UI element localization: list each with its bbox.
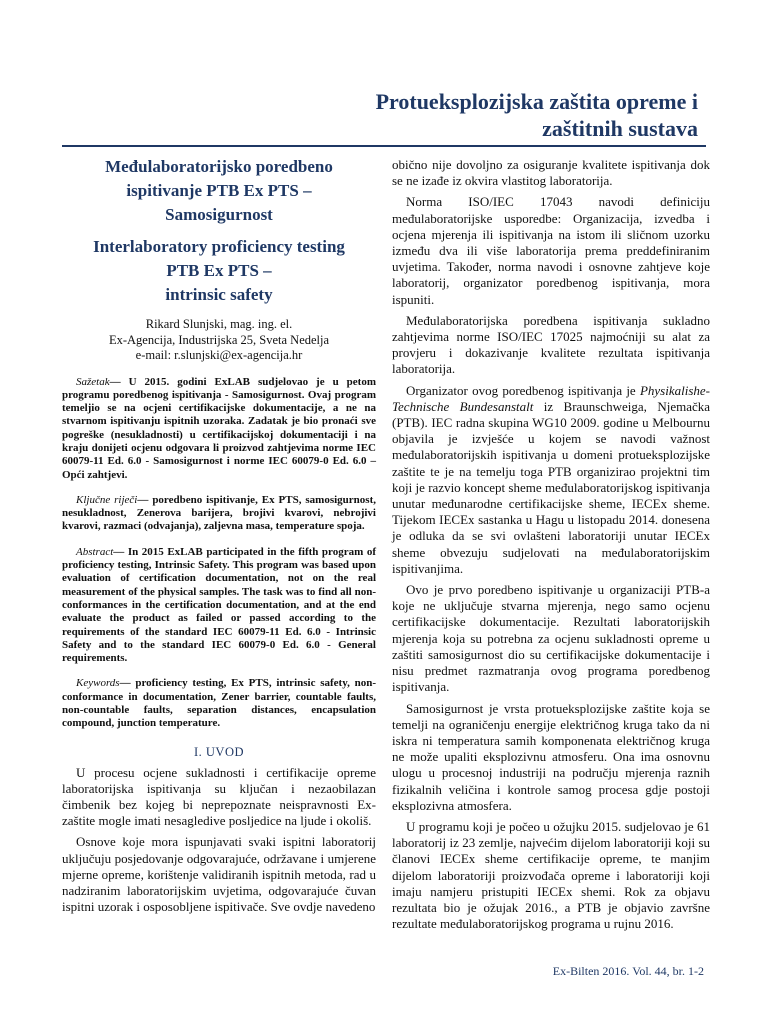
body-paragraph-ptb <box>392 383 710 577</box>
title-hr-line: ispitivanje PTB Ex PTS – <box>126 181 312 200</box>
ptb-text-after: iz Braunschweiga, Njemačka (PTB). IEC radna skupina WG10 2009. godine u Melbournu objavila je izvješće u kojem se navodi važnost međulaboratorijskih ispitivanja u domeni protueksplozijske zaštite te je na temelju toga PTB organizirao projektni tim koji je razvio koncept sheme međulaboratorijskog ispitivanja unutar međunarodne certifikacijske sheme, IECEx sheme. Tijekom IECEx sastanka u Hagu u listopadu 2014. donesena je odluka da se svi ovlašteni laboratoriji unutar IECEx sheme obvezuju sudjelovati na međulaboratorijskim ispitivanjima. <box>392 398 711 576</box>
author-affiliation: Ex-Agencija, Industrijska 25, Sveta Nedelja <box>108 332 330 347</box>
body-paragraph: U procesu ocjene sukladnosti i certifikacije opreme laboratorijska ispitivanja su ključan i nezaobilazan čimbenik bez kojeg bi neprepoznate neispravnosti Ex-zaštite mogle imati nesagledive posljedice na ljude i okoliš. <box>62 764 376 829</box>
body-paragraph: U programu koji je počeo u ožujku 2015. sudjelovao je 61 laboratorij iz 23 zemlje, najvećim dijelom laboratoriji koji su članovi IECEx sheme certifikacije opreme, te manjim dijelom laboratoriji proizvođača opreme i laboratoriji koji imaju namjeru pristupiti IECEx shemi. Rok za objavu rezultata bio je ožujak 2016., a PTB je objavio završne rezultate međulaboratorijskog programa u rujnu 2016. <box>392 818 710 932</box>
body-paragraph: Norma ISO/IEC 17043 navodi definiciju međulaboratorijske usporedbe: Organizacija, izvedba i ocjena mjerenja ili ispitivanja na istom ili sličnom uzorku između dva ili više laboratorija prema preddefiniranim uvjetima. Također, norma navodi i osnovne zahtjeve koje laboratorij, organizator poredbenog ispitivanja, mora ispuniti. <box>392 194 710 307</box>
right-column <box>392 157 710 937</box>
journal-header-line1: Protueksplozijska zaštita opreme i <box>375 89 698 114</box>
title-en-line: PTB Ex PTS – <box>166 261 272 280</box>
keywords-label: Keywords <box>76 677 120 690</box>
sazetak-text: — U 2015. godini ExLAB sudjelovao je u petom programu poredbenog ispitivanja - Samosigurnost. Ovaj program temeljio se na ocjeni certifikacijske dokumentacije, a ne na stvarnom ispitivanju ispitnih uzoraka. Zadatak je bio pronaći sve pogreške (nesukladnosti) u certifikacijskoj dokumentaciji i na kraju donijeti ocjenu odgovara li proizvod zahtjevima norme IEC 60079-11 Ed. 6.0 - Samosigurnost i norme IEC 60079-0 Ed. 6.0 – Opći zahtjevi. <box>62 375 376 481</box>
header-rule <box>62 145 706 147</box>
abstract-text: — In 2015 ExLAB participated in the fifth program of proficiency testing, Intrinsic Safety. This program was based upon evaluation of certification documentation, not on the real measurement of the physical samples. The task was to find all non-conformances in the certification documentation, and at the end evaluate the product as failed or passed according to the requirements of the standard IEC 60079-11 Ed. 6.0 - Intrinsic Safety and to the standard IEC 60079-0 Ed. 6.0 - General requirements. <box>62 545 376 665</box>
sazetak-paragraph <box>62 376 376 482</box>
body-paragraph: Ovo je prvo poredbeno ispitivanje u organizaciji PTB-a koje ne uključuje stvarna mjerenja, nego samo ocjenu certifikacijske dokumentacije. Rezultati laboratorijskih mjerenja koja su potrebna za ocjenu sukladnosti opreme u zaštiti samosigurnost dio su certifikacijske dokumentacije i nisu predmet razmatranja ovog programa poredbenog ispitivanja. <box>392 582 710 695</box>
abstract-paragraph <box>62 546 376 666</box>
title-hr-line: Samosigurnost <box>165 205 273 224</box>
body-paragraph: Međulaboratorijska poredbena ispitivanja sukladno zahtjevima norme ISO/IEC 17025 najmoćniji su alat za provjeru i dokazivanje kvalitete rezultata ispitivanja laboratorija. <box>392 312 710 377</box>
keywords-text: — proficiency testing, Ex PTS, intrinsic safety, non-conformance in documentation, Zener barrier, countable faults, non-countable faults, separation distances, encapsulation compound, junction temperature. <box>62 677 376 730</box>
body-paragraph: Osnove koje mora ispunjavati svaki ispitni laboratorij uključuju posjedovanje odgovarajuće, održavane i umjerene mjerne opreme, korištenje validiranih ispitnih metoda, rad u nadziranim laboratorijskim uvjetima, odgovarajuće čuvan ispitni uzorak i osposobljene ispitivače. Sve ovdje navedeno <box>62 834 376 915</box>
author-block <box>62 317 376 364</box>
sazetak-label: Sažetak <box>76 375 110 388</box>
body-paragraph-continuation: obično nije dovoljno za osiguranje kvalitete ispitivanja dok se ne izađe iz okvira vlastitog laboratorija. <box>392 157 710 189</box>
title-en-line: intrinsic safety <box>165 285 273 304</box>
page-footer: Ex-Bilten 2016. Vol. 44, br. 1-2 <box>552 964 704 978</box>
ptb-institute-name: Physikalishe-Technische Bundesanstalt <box>392 382 710 414</box>
kljucne-rijeci-text: — poredbeno ispitivanje, Ex PTS, samosigurnost, nesukladnost, Zenerova barijera, brojivi kvarovi, nebrojivi kvarovi, razmaci (odvajanja), zaljevna masa, temperature spoja. <box>62 493 376 533</box>
abstract-label: Abstract <box>76 545 114 558</box>
title-croatian <box>62 155 376 227</box>
author-email: e-mail: r.slunjski@ex-agencija.hr <box>135 348 303 362</box>
author-name: Rikard Slunjski, mag. ing. el. <box>145 317 293 331</box>
section-heading-uvod: I. UVOD <box>193 744 245 759</box>
journal-header <box>238 88 698 142</box>
title-english <box>62 235 376 307</box>
title-en-line: Interlaboratory proficiency testing <box>93 237 345 256</box>
ptb-text-before: Organizator ovog poredbenog ispitivanja je <box>406 382 640 398</box>
kljucne-rijeci-label: Ključne riječi <box>76 493 138 506</box>
left-column <box>62 155 376 920</box>
body-paragraph: Samosigurnost je vrsta protueksplozijske zaštite koja se temelji na ograničenju energije električnog kruga tako da ni iskra ni temperatura samih komponenata električnog kruga ne može upaliti eksplozivnu atmosferu. Ona ima osnovnu ulogu u procesnoj industriji na području mjerenja raznih fizikalnih veličina i kontrole samog procesa gdje postoji eksplozivna atmosfera. <box>392 700 710 813</box>
journal-header-line2: zaštitnih sustava <box>542 116 698 141</box>
kljucne-rijeci-paragraph <box>62 494 376 534</box>
keywords-paragraph <box>62 677 376 730</box>
title-hr-line: Međulaboratorijsko poredbeno <box>105 157 333 176</box>
